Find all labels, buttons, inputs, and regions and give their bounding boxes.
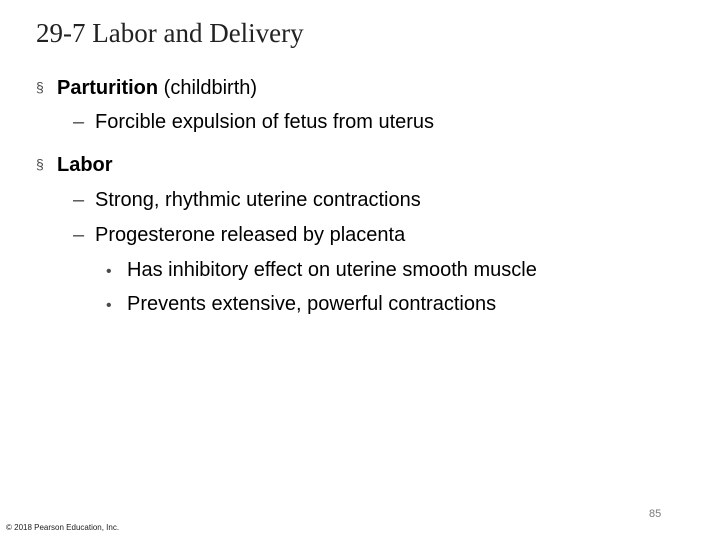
dash-bullet-icon: – (73, 224, 85, 246)
square-bullet-icon: § (36, 156, 44, 172)
sub-sub-bullet-inhibitory (106, 258, 537, 284)
bullet-text: Forcible expulsion of fetus from uterus (95, 111, 435, 133)
dot-bullet-icon: • (106, 263, 112, 280)
bullet-text: (childbirth) (158, 77, 258, 99)
dash-bullet-icon: – (73, 111, 85, 133)
sub-bullet-forcible-expulsion (73, 110, 434, 134)
bullet-text: Progesterone released by placenta (95, 224, 406, 246)
bullet-term: Parturition (57, 77, 159, 99)
sub-bullet-progesterone (73, 223, 405, 247)
sub-sub-bullet-prevents (106, 292, 496, 318)
slide-title: 29-7 Labor and Delivery (36, 18, 304, 48)
bullet-text: Prevents extensive, powerful contractions (127, 293, 497, 315)
copyright-footer: © 2018 Pearson Education, Inc. (6, 523, 120, 532)
bullet-labor (36, 153, 113, 178)
dash-bullet-icon: – (73, 189, 85, 211)
bullet-text: Strong, rhythmic uterine contractions (95, 189, 421, 211)
dot-bullet-icon: • (106, 297, 112, 314)
sub-bullet-contractions (73, 188, 421, 212)
bullet-term: Labor (57, 154, 113, 176)
bullet-parturition (36, 76, 257, 101)
page-number: 85 (649, 508, 662, 520)
square-bullet-icon: § (36, 79, 44, 95)
bullet-text: Has inhibitory effect on uterine smooth muscle (127, 259, 537, 281)
